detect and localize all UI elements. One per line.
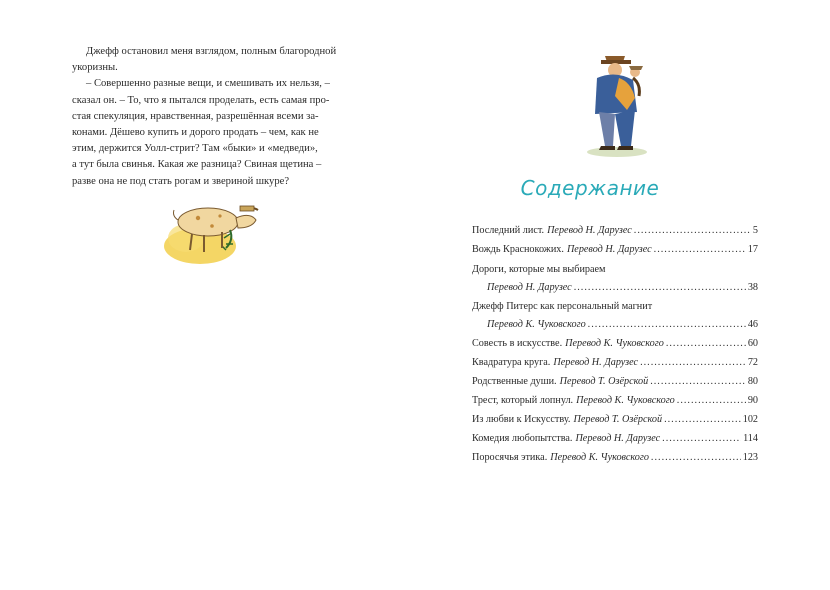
toc-leader-dots <box>588 318 746 332</box>
toc-entry-page: 90 <box>747 395 758 406</box>
toc-entry[interactable] <box>472 356 758 370</box>
toc-leader-dots <box>677 394 746 408</box>
toc-entry-page: 17 <box>747 244 758 255</box>
story-line: сказал он. – То, что я пытался проделать, есть самая про- <box>72 94 330 106</box>
toc-entry[interactable] <box>472 263 758 277</box>
toc-entry-title: Последний лист. <box>472 225 545 236</box>
toc-entry-title: Джефф Питерс как персональный магнит <box>472 301 653 312</box>
toc-entry-title: Дороги, которые мы выбираем <box>472 264 606 275</box>
toc-entry-title: Комедия любопытства. <box>472 433 573 444</box>
toc-entry-page: 114 <box>743 433 758 444</box>
toc-entry-page: 80 <box>747 376 758 387</box>
toc-leader-dots <box>574 281 746 295</box>
toc-entry-page: 102 <box>742 414 758 425</box>
toc-entry-title: Вождь Краснокожих. <box>472 244 564 255</box>
two-men-illustration <box>575 48 655 160</box>
toc-entry-page: 72 <box>747 357 758 368</box>
pig-illustration <box>160 196 270 268</box>
toc-entry[interactable] <box>472 224 758 238</box>
story-text <box>72 44 394 190</box>
toc-entry-translator: Перевод Н. Дарузес <box>487 282 572 293</box>
toc-entry-title: Совесть в искусстве. <box>472 338 563 349</box>
toc-entry-page: 60 <box>747 338 758 349</box>
story-line: конами. Дёшево купить и дорого продать – чем, как не <box>72 127 319 139</box>
toc-entry-translator: Перевод К. Чуковского <box>576 395 675 406</box>
story-line: – Совершенно разные вещи, и смешивать их нельзя, – <box>86 78 330 90</box>
toc-entry[interactable] <box>472 451 758 465</box>
toc-entry-translator: Перевод Т. Озёрской <box>573 414 663 425</box>
toc-leader-dots <box>651 451 741 465</box>
toc-leader-dots <box>634 224 751 238</box>
toc-entry-page: 38 <box>747 282 758 293</box>
toc-entry[interactable] <box>472 243 758 257</box>
story-line: Джефф остановил меня взглядом, полным благородной <box>86 46 337 57</box>
toc-leader-dots <box>666 337 746 351</box>
story-line: укоризны. <box>72 62 118 74</box>
toc-leader-dots <box>640 356 746 370</box>
toc-entry[interactable] <box>472 300 758 314</box>
story-line: этим, держится Уолл-стрит? Там «быки» и «медведи», <box>72 143 318 155</box>
toc-entry-translator: Перевод Т. Озёрской <box>559 376 649 387</box>
toc-entry-translator: Перевод Н. Дарузес <box>575 433 661 444</box>
toc-entry-title: Поросячья этика. <box>472 452 548 463</box>
toc-leader-dots <box>654 243 746 257</box>
toc-leader-dots <box>664 413 741 427</box>
toc-entry[interactable] <box>472 432 758 446</box>
toc-entry[interactable] <box>472 318 758 332</box>
toc-entry-page: 5 <box>752 225 758 236</box>
toc-entry-translator: Перевод К. Чуковского <box>565 338 664 349</box>
toc-entry[interactable] <box>472 375 758 389</box>
toc-entry-title: Квадратура круга. <box>472 357 551 368</box>
toc-entry-title: Из любви к Искусству. <box>472 414 571 425</box>
toc-entry[interactable] <box>472 281 758 295</box>
toc-entry-translator: Перевод К. Чуковского <box>487 319 586 330</box>
story-line: а тут была свинья. Какая же разница? Свиная щетина – <box>72 159 322 171</box>
toc-entry-title: Родственные души. <box>472 376 557 387</box>
toc-leader-dots <box>662 432 741 446</box>
toc-entry[interactable] <box>472 413 758 427</box>
toc-entry[interactable] <box>472 337 758 351</box>
story-line: стая спекуляция, нравственная, разрешённая всеми за- <box>72 110 319 122</box>
toc-entry-title: Трест, который лопнул. <box>472 395 574 406</box>
toc-entry-translator: Перевод Н. Дарузес <box>553 357 639 368</box>
toc-entry-translator: Перевод Н. Дарузес <box>547 225 632 236</box>
toc-title: Содержание <box>520 176 660 200</box>
toc-leader-dots <box>650 375 746 389</box>
toc-entry-translator: Перевод К. Чуковского <box>550 452 649 463</box>
toc-entry-translator: Перевод Н. Дарузес <box>566 244 652 255</box>
toc-entry-page: 123 <box>742 452 758 463</box>
toc-entry[interactable] <box>472 394 758 408</box>
toc-entry-page: 46 <box>747 319 758 330</box>
story-line: разве она не под стать рогам и звериной шкуре? <box>72 175 290 187</box>
